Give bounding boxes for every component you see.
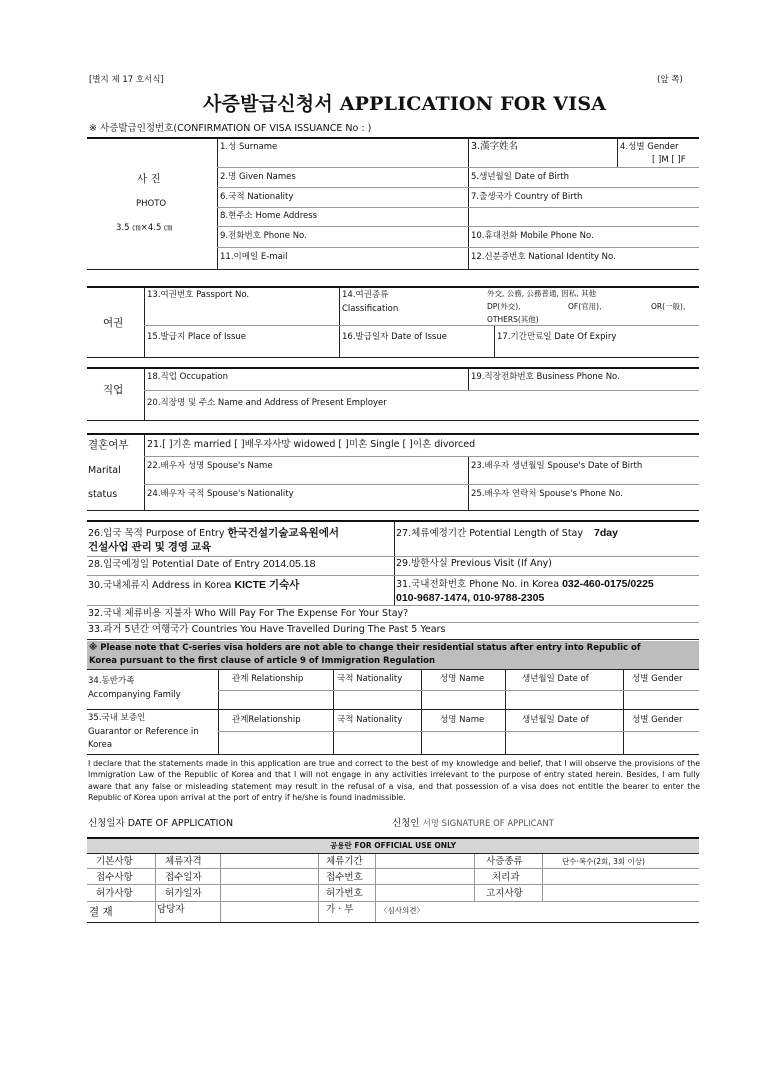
grid-line bbox=[87, 868, 699, 869]
permit-date-label: 허가일자 bbox=[165, 888, 202, 899]
entry-date-value[interactable]: 2014.05.18 bbox=[262, 558, 316, 570]
grid-line bbox=[87, 884, 699, 885]
grid-line bbox=[218, 690, 699, 691]
guarantor-relationship-header: 관계Relationship bbox=[232, 715, 301, 725]
spouse-name-field[interactable]: 22.배우자 성명 Spouse's Name bbox=[147, 461, 273, 471]
grid-line bbox=[144, 484, 699, 485]
basic-info-label: 기본사항 bbox=[96, 856, 133, 867]
grid-line bbox=[218, 731, 699, 732]
confirmation-number-label: ※ 사증발급인정번호(CONFIRMATION OF VISA ISSUANCE No : ) bbox=[89, 123, 372, 134]
reception-number-label: 접수번호 bbox=[326, 872, 363, 883]
reception-date-label: 접수일자 bbox=[165, 872, 202, 883]
korea-phone-label: 31.국내전화번호 Phone No. in Korea bbox=[396, 579, 560, 590]
visa-type-value: 단수·복수(2회, 3회 이상) bbox=[562, 857, 645, 866]
address-in-korea-field bbox=[88, 580, 299, 591]
notice-line-2: Korea pursuant to the first clause of article 9 of Immigration Regulation bbox=[89, 656, 436, 666]
spouse-phone-field[interactable]: 25.배우자 연락처 Spouse's Phone No. bbox=[471, 489, 623, 499]
family-relationship-header: 관계 Relationship bbox=[232, 674, 304, 684]
rule bbox=[87, 709, 699, 710]
declaration-text: I declare that the statements made in this application are true and correct to the best of my knowledge and belief, that I will observe the provisions of the Immigration Law of the Republic of Korea and that I will not engage in any activities irrelevant to the purpose of entry stated herein. Besides, I am fully aware that any false or misleading statement may result in the refusal of a visa, and that possession of a visa does not entitle the bearer to enter the Republic of Korea upon arrival at the port of entry if he/she is found inadmissible. bbox=[88, 759, 700, 802]
marital-status-options[interactable]: 21.[ ]기혼 married [ ]배우자사망 widowed [ ]미혼 Single [ ]이혼 divorced bbox=[147, 439, 476, 450]
length-of-stay-label: 27.체류예정기간 Potential Length of Stay bbox=[396, 528, 583, 539]
grid-line bbox=[144, 456, 699, 457]
grid-line bbox=[144, 434, 145, 510]
passport-section-label: 여권 bbox=[103, 317, 124, 329]
purpose-of-entry-label: 26.입국 목적 Purpose of Entry bbox=[88, 528, 225, 539]
chinese-name-field[interactable]: 3.漢字姓名 bbox=[471, 141, 519, 152]
grid-line bbox=[333, 670, 334, 754]
applicant-signature-ko: 신청인 bbox=[392, 818, 420, 829]
grid-line bbox=[144, 325, 699, 326]
address-in-korea-value[interactable]: KICTE 기숙사 bbox=[234, 579, 300, 591]
rule bbox=[87, 639, 699, 640]
rule bbox=[87, 754, 699, 755]
grid-line bbox=[217, 167, 699, 168]
passport-type-of[interactable]: OF(官用), bbox=[568, 302, 602, 311]
family-dob-header: 생년월일 Date of bbox=[522, 674, 589, 684]
place-of-issue-field[interactable]: 15.발급지 Place of Issue bbox=[147, 332, 247, 342]
rule bbox=[87, 137, 699, 139]
rule bbox=[87, 922, 699, 923]
expense-payer-field[interactable]: 32.국내 체류비용 지불자 Who Will Pay For The Expense For Your Stay? bbox=[88, 608, 409, 619]
grid-line bbox=[87, 575, 699, 576]
guarantor-gender-header: 성별 Gender bbox=[632, 715, 683, 725]
national-id-field[interactable]: 12.신분증번호 National Identity No. bbox=[471, 252, 616, 262]
email-field[interactable]: 11.이메일 E-mail bbox=[220, 252, 288, 262]
family-gender-header: 성별 Gender bbox=[632, 674, 683, 684]
nationality-field[interactable]: 6.국적 Nationality bbox=[220, 192, 294, 202]
spouse-dob-field[interactable]: 23.배우자 생년월일 Spouse's Date of Birth bbox=[471, 461, 643, 471]
marital-section-label-ko: 결혼여부 bbox=[88, 439, 129, 451]
title-english: APPLICATION FOR VISA bbox=[339, 93, 607, 115]
page-title bbox=[203, 95, 606, 114]
rule bbox=[87, 269, 699, 270]
approval-label: 결 재 bbox=[89, 906, 113, 918]
page-side-label: (앞 쪽) bbox=[657, 75, 683, 85]
grid-line bbox=[87, 556, 699, 557]
guarantor-label-en-2: Korea bbox=[88, 740, 113, 750]
gender-field: 4.성별 Gender bbox=[620, 142, 679, 152]
korea-phone-value-2[interactable]: 010-9687-1474, 010-9788-2305 bbox=[396, 592, 545, 604]
countries-travelled-field[interactable]: 33.과거 5년간 여행국가 Countries You Have Travelled During The Past 5 Years bbox=[88, 624, 446, 635]
given-names-field[interactable]: 2.명 Given Names bbox=[220, 172, 296, 182]
rule bbox=[87, 433, 699, 435]
permit-number-label: 허가번호 bbox=[326, 888, 363, 899]
date-of-expiry-field[interactable]: 17.기간만료일 Date Of Expiry bbox=[497, 332, 617, 342]
grid-line bbox=[421, 670, 422, 754]
approve-reject-label: 가 · 부 bbox=[326, 904, 354, 915]
home-address-field[interactable]: 8.현주소 Home Address bbox=[220, 211, 318, 221]
applicant-signature[interactable] bbox=[392, 819, 554, 829]
guarantor-dob-header: 생년월일 Date of bbox=[522, 715, 589, 725]
application-date-label[interactable]: 신청일자 DATE OF APPLICATION bbox=[88, 818, 234, 829]
visa-type-label: 사증종류 bbox=[486, 856, 523, 867]
grid-line bbox=[217, 207, 699, 208]
phone-field[interactable]: 9.전화번호 Phone No. bbox=[220, 231, 307, 241]
grid-line bbox=[623, 670, 624, 754]
grid-line bbox=[87, 622, 699, 623]
official-use-title: 공용란 FOR OFFICIAL USE ONLY bbox=[330, 841, 457, 850]
processing-dept-label: 처리과 bbox=[492, 872, 520, 883]
rule bbox=[87, 367, 699, 369]
address-in-korea-label: 30.국내체류지 Address in Korea bbox=[88, 580, 232, 591]
date-of-birth-field[interactable]: 5.생년월일 Date of Birth bbox=[471, 172, 569, 182]
reception-info-label: 접수사항 bbox=[96, 872, 133, 883]
applicant-signature-label: 서명 SIGNATURE OF APPLICANT bbox=[422, 819, 554, 829]
guarantor-name-header: 성명 Name bbox=[440, 715, 485, 725]
permit-info-label: 허가사항 bbox=[96, 888, 133, 899]
purpose-of-entry-field bbox=[88, 528, 339, 539]
grid-line bbox=[468, 456, 469, 510]
grid-line bbox=[468, 138, 469, 269]
photo-label-ko: 사 진 bbox=[137, 173, 161, 185]
grid-line bbox=[474, 854, 475, 901]
family-label: 34.동반가족 bbox=[88, 676, 135, 686]
marital-section-label-en: Marital bbox=[88, 465, 121, 476]
grid-line bbox=[144, 287, 145, 357]
grid-line bbox=[217, 247, 699, 248]
passport-number-field[interactable]: 13.여권번호 Passport No. bbox=[147, 290, 250, 300]
length-of-stay-value[interactable]: 7day bbox=[594, 527, 618, 539]
grid-line bbox=[394, 521, 395, 605]
grid-line bbox=[218, 670, 219, 754]
guarantor-nationality-header: 국적 Nationality bbox=[337, 715, 403, 725]
status-type-label: 체류자격 bbox=[165, 856, 202, 867]
employer-field[interactable]: 20.직장명 및 주소 Name and Address of Present Employer bbox=[147, 398, 387, 408]
grid-line bbox=[339, 287, 340, 357]
passport-type-label-ko: 14.여권종류 bbox=[342, 290, 389, 300]
review-opinion-label: 〈심사의견〉 bbox=[380, 906, 424, 915]
purpose-of-entry-value-2[interactable]: 건설사업 관리 및 경영 교육 bbox=[88, 541, 212, 553]
rule bbox=[87, 510, 699, 511]
rule bbox=[87, 357, 699, 358]
family-nationality-header: 국적 Nationality bbox=[337, 674, 403, 684]
stay-period-label: 체류기간 bbox=[326, 856, 363, 867]
family-label-en: Accompanying Family bbox=[88, 690, 181, 700]
marital-section-label-en-2: status bbox=[88, 489, 118, 500]
mobile-field[interactable]: 10.휴대전화 Mobile Phone No. bbox=[471, 231, 594, 241]
grid-line bbox=[494, 325, 495, 357]
notification-label: 고지사항 bbox=[486, 888, 523, 899]
purpose-of-entry-value[interactable]: 한국건설기술교육원에서 bbox=[227, 527, 340, 539]
grid-line bbox=[375, 854, 376, 922]
notice-line-1: ※ Please note that C-series visa holders are not able to change their residential status after entry into Republic of bbox=[89, 643, 641, 653]
korea-phone-field bbox=[396, 579, 654, 590]
rule bbox=[87, 520, 699, 522]
grid-line bbox=[217, 187, 699, 188]
grid-line bbox=[617, 138, 618, 167]
grid-line bbox=[468, 368, 469, 390]
business-phone-field[interactable]: 19.직장전화번호 Business Phone No. bbox=[471, 372, 620, 382]
occupation-field[interactable]: 18.직업 Occupation bbox=[147, 372, 228, 382]
grid-line bbox=[220, 854, 221, 922]
grid-line bbox=[155, 854, 156, 922]
surname-field[interactable]: 1.성 Surname bbox=[220, 142, 278, 152]
date-of-issue-field[interactable]: 16.발급일자 Date of Issue bbox=[342, 332, 447, 342]
grid-line bbox=[505, 670, 506, 754]
entry-date-label: 28.입국예정일 Potential Date of Entry bbox=[88, 559, 260, 570]
previous-visit-field[interactable]: 29.방한사실 Previous Visit (If Any) bbox=[396, 558, 552, 569]
form-number: [별지 제 17 호서식] bbox=[89, 75, 164, 85]
rule bbox=[87, 853, 699, 854]
country-of-birth-field[interactable]: 7.출생국가 Country of Birth bbox=[471, 192, 583, 202]
grid-line bbox=[144, 390, 699, 391]
grid-line bbox=[217, 138, 218, 269]
guarantor-label: 35.국내 보증인 bbox=[88, 713, 146, 723]
length-of-stay-field bbox=[396, 528, 618, 539]
passport-type-others[interactable]: OTHERS(其他) bbox=[487, 315, 539, 324]
grid-line bbox=[318, 854, 319, 922]
title-korean: 사증발급신청서 bbox=[203, 93, 333, 115]
passport-type-dp[interactable]: DP(外交), bbox=[487, 302, 521, 311]
rule bbox=[87, 420, 699, 421]
family-name-header: 성명 Name bbox=[440, 674, 485, 684]
entry-date-field bbox=[88, 559, 315, 570]
rule bbox=[87, 669, 699, 670]
spouse-nationality-field[interactable]: 24.배우자 국적 Spouse's Nationality bbox=[147, 489, 294, 499]
officer-label: 담당자 bbox=[157, 904, 185, 915]
occupation-section-label: 직업 bbox=[103, 384, 124, 396]
grid-line bbox=[217, 226, 699, 227]
rule bbox=[87, 286, 699, 288]
grid-line bbox=[87, 901, 699, 902]
passport-type-or[interactable]: OR(一般), bbox=[651, 302, 686, 311]
passport-type-label-en: Classification bbox=[342, 304, 399, 314]
gender-checkboxes[interactable]: [ ]M [ ]F bbox=[652, 155, 686, 165]
photo-size: 3.5 ㎝×4.5 ㎝ bbox=[116, 223, 173, 233]
korea-phone-value[interactable]: 032-460-0175/0225 bbox=[562, 578, 654, 590]
photo-label-en: PHOTO bbox=[136, 199, 167, 209]
grid-line bbox=[144, 368, 145, 420]
guarantor-label-en: Guarantor or Reference in bbox=[88, 727, 199, 737]
passport-type-options[interactable]: 外交, 公務, 公務普通, 因私, 其他 bbox=[487, 289, 597, 298]
grid-line bbox=[87, 605, 699, 606]
grid-line bbox=[542, 854, 543, 901]
